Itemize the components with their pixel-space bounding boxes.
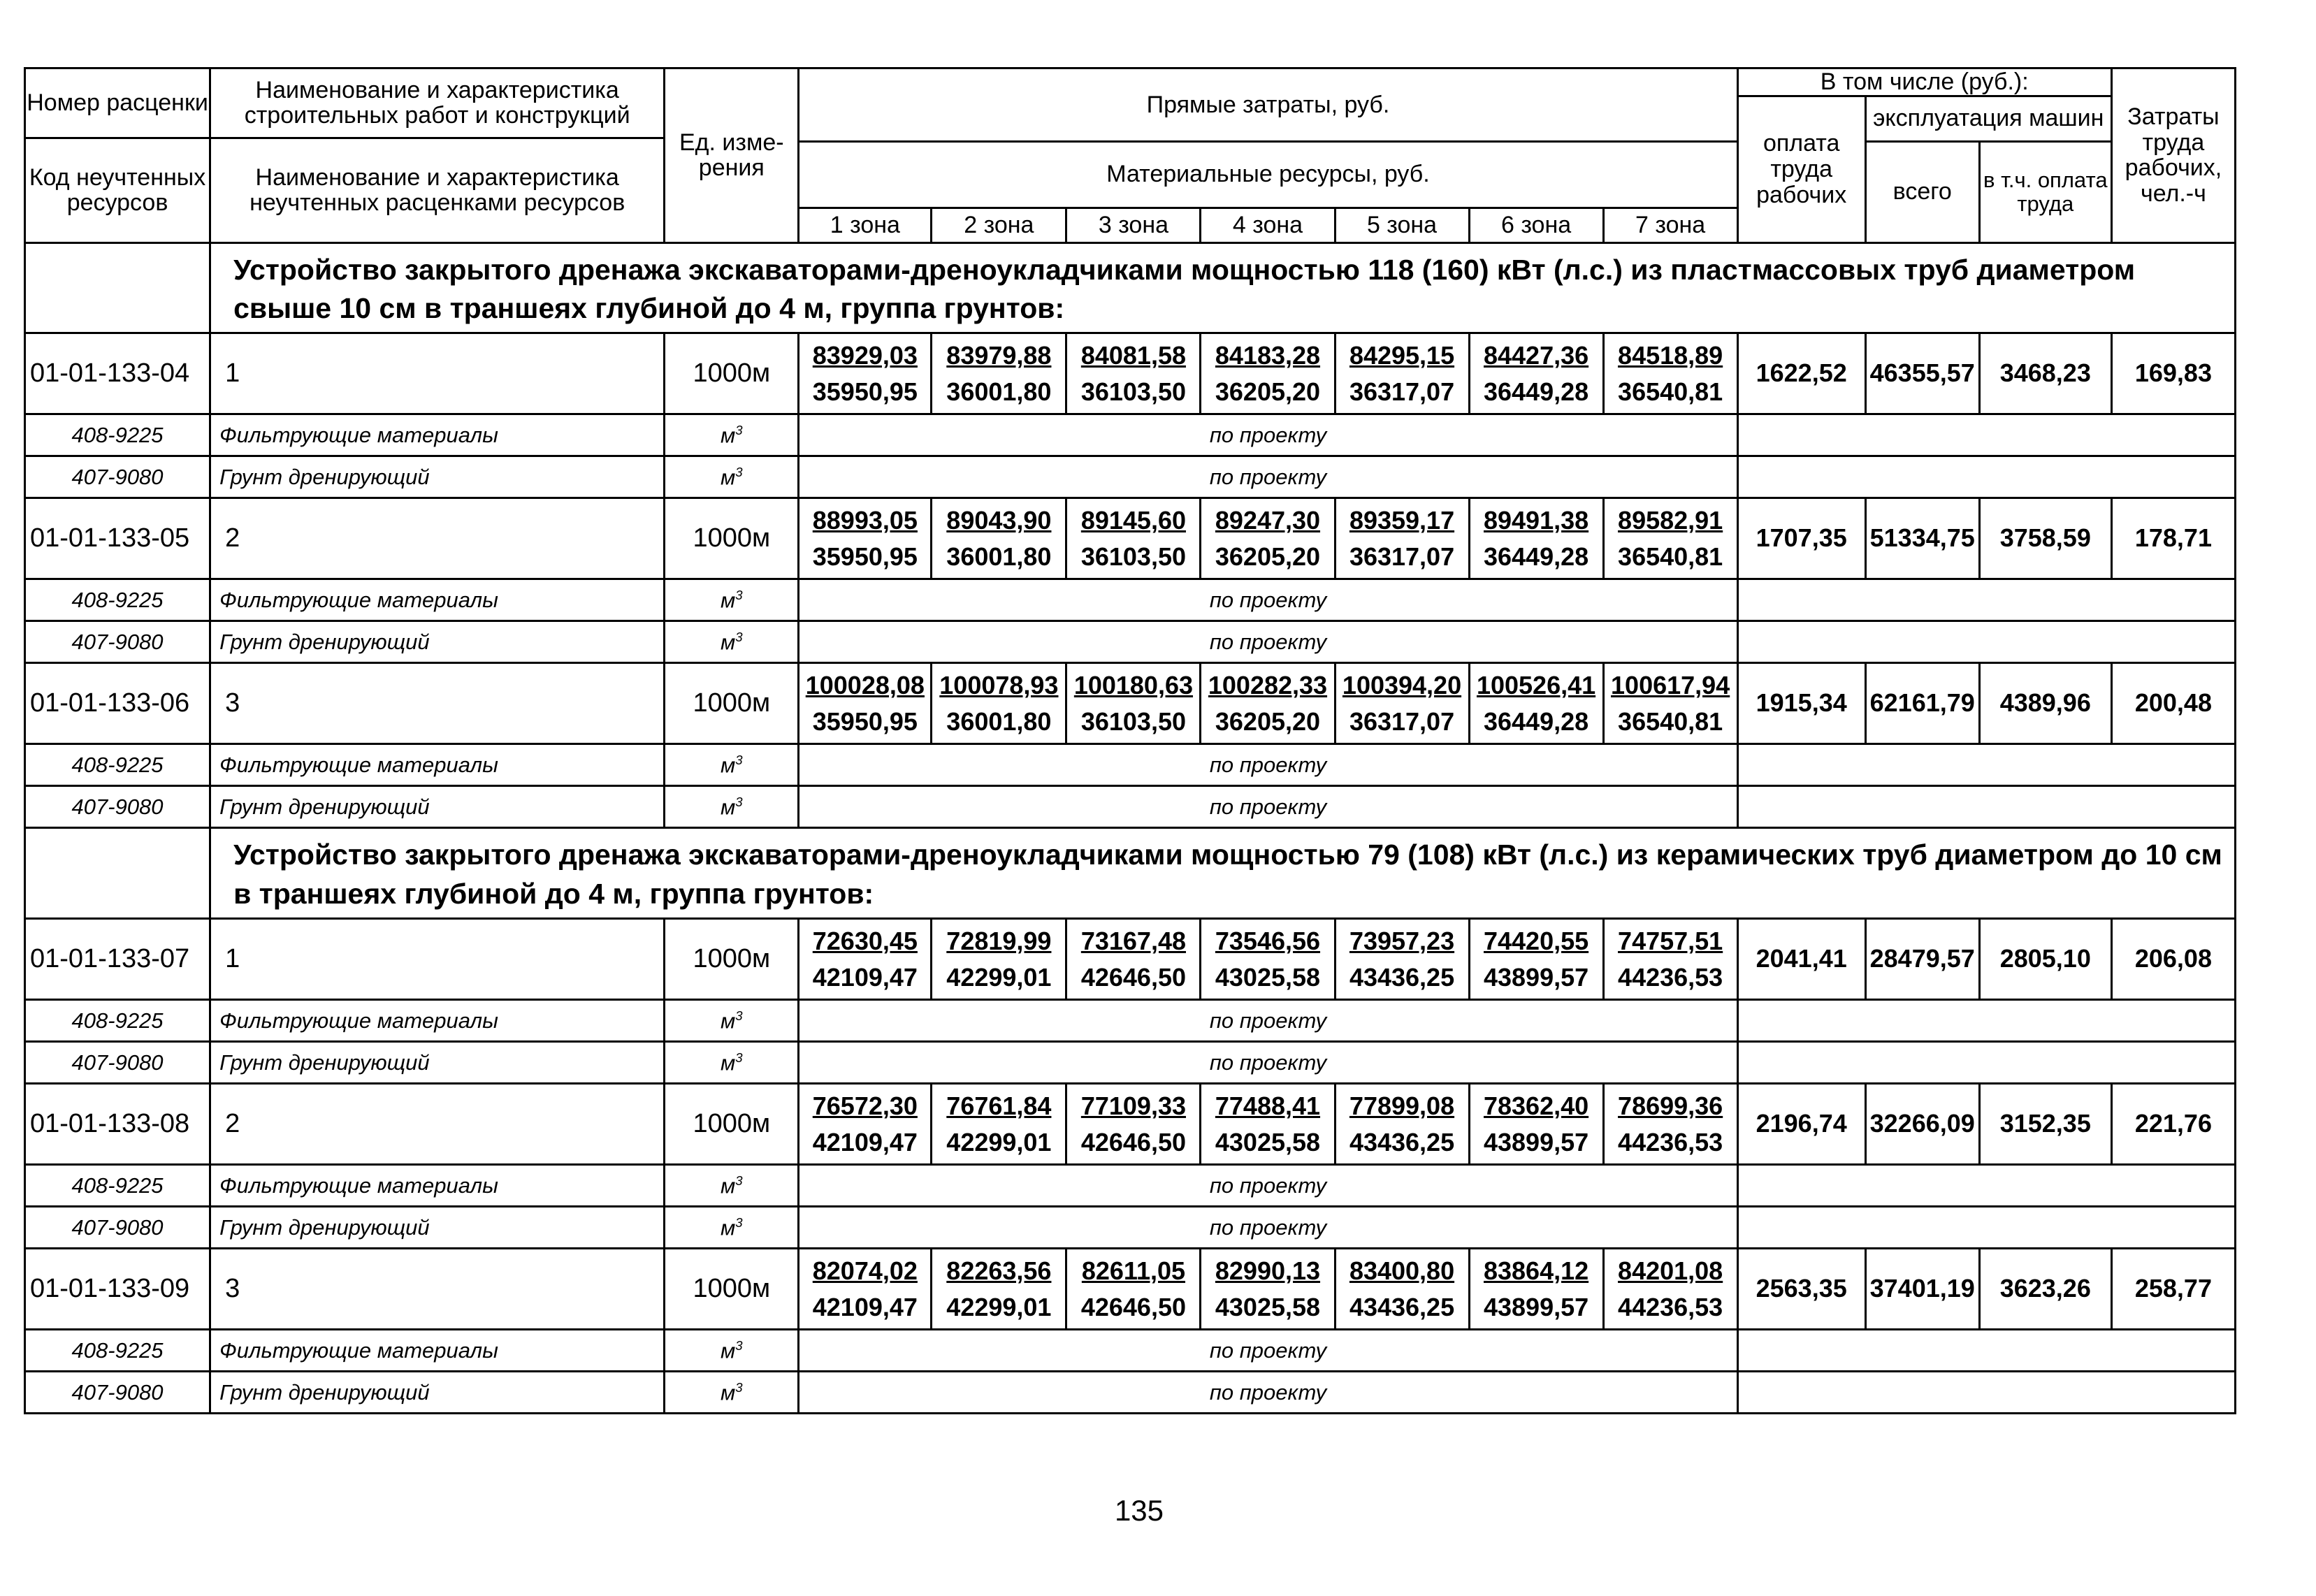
direct-cost-value: 89145,60 <box>1080 505 1186 535</box>
resource-code: 407-9080 <box>25 621 210 663</box>
rate-row <box>25 498 2236 579</box>
material-cost-value: 36317,07 <box>1349 706 1455 736</box>
resource-unit-base: м <box>720 423 736 448</box>
resource-row <box>25 1042 2236 1084</box>
resource-unit <box>665 414 799 456</box>
resource-name: Фильтрующие материалы <box>210 744 665 786</box>
labor-pay-value: 1707,35 <box>1737 498 1865 579</box>
resource-row <box>25 744 2236 786</box>
rate-row <box>25 1249 2236 1330</box>
zone-4-cost <box>1201 1249 1335 1330</box>
resource-unit-power: 3 <box>735 1173 743 1188</box>
material-cost-value: 36449,28 <box>1483 542 1589 571</box>
material-cost-value: 36449,28 <box>1483 377 1589 406</box>
resource-name: Фильтрующие материалы <box>210 414 665 456</box>
resource-row <box>25 786 2236 828</box>
header-including: В том числе (руб.): <box>1737 68 2111 96</box>
resource-name: Фильтрующие материалы <box>210 579 665 621</box>
section-row <box>25 242 2236 333</box>
zone-1-cost <box>799 919 932 1000</box>
resource-unit-base: м <box>720 795 736 820</box>
direct-cost-value: 84183,28 <box>1215 340 1321 370</box>
material-cost-value: 43025,58 <box>1215 1127 1321 1156</box>
resource-name: Фильтрующие материалы <box>210 1165 665 1207</box>
direct-cost-value: 83864,12 <box>1483 1256 1589 1285</box>
resource-unit-base: м <box>720 465 736 490</box>
material-cost-value: 36103,50 <box>1080 706 1186 736</box>
direct-cost-value: 89043,90 <box>946 505 1052 535</box>
direct-cost-value: 82990,13 <box>1215 1256 1321 1285</box>
zone-1-cost <box>799 498 932 579</box>
zone-6-cost <box>1469 663 1603 744</box>
material-cost-value: 36317,07 <box>1349 542 1455 571</box>
material-cost-value: 36001,80 <box>946 706 1052 736</box>
material-cost-value: 36540,81 <box>1618 542 1723 571</box>
material-cost-value: 43899,57 <box>1483 962 1589 992</box>
zone-3-cost <box>1066 919 1201 1000</box>
material-cost-value: 42299,01 <box>946 1292 1052 1321</box>
resource-unit-power: 3 <box>735 630 743 644</box>
rate-unit: 1000м <box>665 498 799 579</box>
machines-total-value: 62161,79 <box>1865 663 1979 744</box>
header-material-resources: Материальные ресурсы, руб. <box>799 141 1737 208</box>
labor-hours-value: 258,77 <box>2111 1249 2235 1330</box>
section-title: Устройство закрытого дренажа экскаваторами-дреноукладчиками мощностью 79 (108) кВт (л.с.) из керамических труб диаметром до 10 см в траншеях глубиной до 4 м, группа грунтов: <box>210 828 2236 919</box>
material-cost-value: 43025,58 <box>1215 1292 1321 1321</box>
rate-row <box>25 333 2236 414</box>
labor-hours-value: 169,83 <box>2111 333 2235 414</box>
material-cost-value: 36103,50 <box>1080 377 1186 406</box>
rate-row <box>25 1084 2236 1165</box>
rate-name: 2 <box>210 1084 665 1165</box>
material-cost-value: 43899,57 <box>1483 1292 1589 1321</box>
material-cost-value: 42109,47 <box>812 1292 918 1321</box>
resource-code: 407-9080 <box>25 1207 210 1249</box>
resource-row <box>25 621 2236 663</box>
rate-unit: 1000м <box>665 663 799 744</box>
resource-unit <box>665 1330 799 1372</box>
resource-name: Фильтрующие материалы <box>210 1330 665 1372</box>
machines-total-value: 51334,75 <box>1865 498 1979 579</box>
material-cost-value: 36540,81 <box>1618 706 1723 736</box>
resource-row <box>25 414 2236 456</box>
zone-7-cost <box>1603 919 1737 1000</box>
direct-cost-value: 89582,91 <box>1618 505 1723 535</box>
zone-1-cost <box>799 1249 932 1330</box>
zone-3-cost <box>1066 1084 1201 1165</box>
zone-7-cost <box>1603 1249 1737 1330</box>
resource-name: Грунт дренирующий <box>210 786 665 828</box>
resource-unit <box>665 621 799 663</box>
resource-empty-cell <box>1737 579 2235 621</box>
material-cost-value: 42646,50 <box>1080 1127 1186 1156</box>
machines-labor-value: 4389,96 <box>1979 663 2111 744</box>
labor-hours-value: 200,48 <box>2111 663 2235 744</box>
page-number: 135 <box>1114 1494 1164 1527</box>
resource-empty-cell <box>1737 1207 2235 1249</box>
direct-cost-value: 83929,03 <box>812 340 918 370</box>
resource-unit-base: м <box>720 588 736 613</box>
resource-unit-base: м <box>720 1215 736 1240</box>
resource-note: по проекту <box>799 786 1737 828</box>
rate-row <box>25 919 2236 1000</box>
zone-7-cost <box>1603 333 1737 414</box>
labor-pay-value: 2196,74 <box>1737 1084 1865 1165</box>
zone-1-cost <box>799 333 932 414</box>
section-title: Устройство закрытого дренажа экскаваторами-дреноукладчиками мощностью 118 (160) кВт (л.с.) из пластмассовых труб диаметром свыше 10 см в траншеях глубиной до 4 м, группа грунтов: <box>210 242 2236 333</box>
direct-cost-value: 100394,20 <box>1342 670 1462 699</box>
resource-code: 407-9080 <box>25 456 210 498</box>
direct-cost-value: 73957,23 <box>1349 926 1455 955</box>
resource-code: 408-9225 <box>25 414 210 456</box>
resource-name: Грунт дренирующий <box>210 621 665 663</box>
resource-row <box>25 1372 2236 1414</box>
zone-4-cost <box>1201 498 1335 579</box>
direct-cost-value: 72819,99 <box>946 926 1052 955</box>
direct-cost-value: 72630,45 <box>812 926 918 955</box>
material-cost-value: 36449,28 <box>1483 706 1589 736</box>
section-empty-code <box>25 828 210 919</box>
resource-unit-base: м <box>720 1380 736 1405</box>
resource-note: по проекту <box>799 1000 1737 1042</box>
zone-4-cost <box>1201 1084 1335 1165</box>
resource-unit <box>665 1207 799 1249</box>
resource-empty-cell <box>1737 1330 2235 1372</box>
material-cost-value: 43899,57 <box>1483 1127 1589 1156</box>
rate-code: 01-01-133-09 <box>25 1249 210 1330</box>
resource-code: 407-9080 <box>25 1372 210 1414</box>
direct-cost-value: 82074,02 <box>812 1256 918 1285</box>
direct-cost-value: 76572,30 <box>812 1091 918 1120</box>
zone-2-cost <box>932 498 1066 579</box>
direct-cost-value: 84081,58 <box>1080 340 1186 370</box>
direct-cost-value: 100526,41 <box>1476 670 1596 699</box>
labor-hours-value: 178,71 <box>2111 498 2235 579</box>
machines-labor-value: 3758,59 <box>1979 498 2111 579</box>
material-cost-value: 44236,53 <box>1618 1292 1723 1321</box>
direct-cost-value: 100180,63 <box>1073 670 1194 699</box>
header-machines: эксплуатация машин <box>1865 96 2111 141</box>
zone-3-cost <box>1066 663 1201 744</box>
material-cost-value: 36540,81 <box>1618 377 1723 406</box>
direct-cost-value: 74757,51 <box>1618 926 1723 955</box>
zone-5-cost <box>1335 663 1469 744</box>
machines-total-value: 46355,57 <box>1865 333 1979 414</box>
resource-unit <box>665 1042 799 1084</box>
resource-unit-power: 3 <box>735 753 743 767</box>
zone-2-cost <box>932 663 1066 744</box>
rate-unit: 1000м <box>665 919 799 1000</box>
direct-cost-value: 82611,05 <box>1081 1256 1186 1285</box>
machines-labor-value: 3152,35 <box>1979 1084 2111 1165</box>
rate-name: 3 <box>210 663 665 744</box>
resource-unit-power: 3 <box>735 1337 743 1353</box>
rate-code: 01-01-133-04 <box>25 333 210 414</box>
zone-1-cost <box>799 1084 932 1165</box>
resource-row <box>25 456 2236 498</box>
direct-cost-value: 77899,08 <box>1349 1091 1455 1120</box>
header-labor-pay: оплата труда рабочих <box>1737 96 1865 242</box>
resource-unit-power: 3 <box>735 423 743 437</box>
header-zone-3: 3 зона <box>1066 208 1201 242</box>
header-zone-5: 5 зона <box>1335 208 1469 242</box>
direct-cost-value: 84518,89 <box>1618 340 1723 370</box>
labor-hours-value: 221,76 <box>2111 1084 2235 1165</box>
resource-unit-base: м <box>720 630 736 655</box>
resource-unit-power: 3 <box>735 588 743 602</box>
material-cost-value: 44236,53 <box>1618 1127 1723 1156</box>
resource-unit <box>665 786 799 828</box>
rate-code: 01-01-133-06 <box>25 663 210 744</box>
zone-6-cost <box>1469 333 1603 414</box>
resource-name: Грунт дренирующий <box>210 456 665 498</box>
resource-note: по проекту <box>799 1207 1737 1249</box>
resource-code: 408-9225 <box>25 744 210 786</box>
resource-code: 407-9080 <box>25 1042 210 1084</box>
zone-3-cost <box>1066 1249 1201 1330</box>
direct-cost-value: 77109,33 <box>1080 1091 1186 1120</box>
resource-unit <box>665 744 799 786</box>
material-cost-value: 36001,80 <box>946 542 1052 571</box>
header-labor-costs: Затраты труда рабочих, чел.-ч <box>2111 68 2235 243</box>
machines-total-value: 37401,19 <box>1865 1249 1979 1330</box>
zone-5-cost <box>1335 498 1469 579</box>
zone-2-cost <box>932 333 1066 414</box>
resource-row <box>25 1000 2236 1042</box>
zone-3-cost <box>1066 498 1201 579</box>
resource-row <box>25 579 2236 621</box>
resource-note: по проекту <box>799 456 1737 498</box>
resource-unit-power: 3 <box>735 1214 743 1230</box>
header-machines-total: всего <box>1865 141 1979 242</box>
material-cost-value: 35950,95 <box>812 542 918 571</box>
rate-unit: 1000м <box>665 1084 799 1165</box>
direct-cost-value: 73167,48 <box>1080 926 1186 955</box>
material-cost-value: 42299,01 <box>946 1127 1052 1156</box>
resource-code: 408-9225 <box>25 579 210 621</box>
resource-note: по проекту <box>799 744 1737 786</box>
material-cost-value: 36205,20 <box>1215 542 1321 571</box>
resource-unit-power: 3 <box>735 1379 743 1395</box>
machines-labor-value: 3623,26 <box>1979 1249 2111 1330</box>
direct-cost-value: 89491,38 <box>1483 505 1589 535</box>
zone-4-cost <box>1201 663 1335 744</box>
header-resource-name: Наименование и характеристика неучтенных расценками ресурсов <box>210 138 665 242</box>
resource-unit <box>665 1372 799 1414</box>
resource-note: по проекту <box>799 621 1737 663</box>
zone-3-cost <box>1066 333 1201 414</box>
material-cost-value: 36103,50 <box>1080 542 1186 571</box>
header-work-name: Наименование и характеристика строительных работ и конструкций <box>210 68 665 138</box>
zone-5-cost <box>1335 919 1469 1000</box>
labor-pay-value: 2563,35 <box>1737 1249 1865 1330</box>
resource-unit <box>665 579 799 621</box>
header-unit: Ед. изме-рения <box>665 68 799 243</box>
direct-cost-value: 73546,56 <box>1215 926 1321 955</box>
resource-unit-base: м <box>720 1338 736 1363</box>
labor-pay-value: 1915,34 <box>1737 663 1865 744</box>
zone-6-cost <box>1469 1084 1603 1165</box>
resource-unit <box>665 1000 799 1042</box>
zone-5-cost <box>1335 333 1469 414</box>
labor-hours-value: 206,08 <box>2111 919 2235 1000</box>
direct-cost-value: 74420,55 <box>1483 926 1589 955</box>
zone-5-cost <box>1335 1084 1469 1165</box>
header-zone-1: 1 зона <box>799 208 932 242</box>
material-cost-value: 42646,50 <box>1080 1292 1186 1321</box>
direct-cost-value: 78362,40 <box>1483 1091 1589 1120</box>
resource-unit <box>665 1165 799 1207</box>
resource-empty-cell <box>1737 1372 2235 1414</box>
direct-cost-value: 76761,84 <box>946 1091 1052 1120</box>
direct-cost-value: 100617,94 <box>1611 670 1730 699</box>
direct-cost-value: 82263,56 <box>946 1256 1052 1285</box>
header-zone-6: 6 зона <box>1469 208 1603 242</box>
direct-cost-value: 84427,36 <box>1483 340 1589 370</box>
material-cost-value: 43436,25 <box>1349 962 1455 992</box>
material-cost-value: 42109,47 <box>812 1127 918 1156</box>
material-cost-value: 35950,95 <box>812 377 918 406</box>
zone-2-cost <box>932 1249 1066 1330</box>
header-zone-4: 4 зона <box>1201 208 1335 242</box>
direct-cost-value: 77488,41 <box>1215 1091 1321 1120</box>
direct-cost-value: 84201,08 <box>1618 1256 1723 1285</box>
direct-cost-value: 100028,08 <box>805 670 925 699</box>
direct-cost-value: 100282,33 <box>1208 670 1328 699</box>
resource-unit <box>665 456 799 498</box>
direct-cost-value: 88993,05 <box>812 505 918 535</box>
material-cost-value: 36001,80 <box>946 377 1052 406</box>
direct-cost-value: 84295,15 <box>1349 340 1455 370</box>
resource-empty-cell <box>1737 744 2235 786</box>
machines-total-value: 32266,09 <box>1865 1084 1979 1165</box>
resource-unit-power: 3 <box>735 465 743 479</box>
section-empty-code <box>25 242 210 333</box>
zone-5-cost <box>1335 1249 1469 1330</box>
resource-note: по проекту <box>799 1372 1737 1414</box>
resource-empty-cell <box>1737 456 2235 498</box>
resource-unit-power: 3 <box>735 795 743 809</box>
zone-6-cost <box>1469 919 1603 1000</box>
zone-7-cost <box>1603 1084 1737 1165</box>
material-cost-value: 44236,53 <box>1618 962 1723 992</box>
price-table <box>24 67 2236 1414</box>
material-cost-value: 42299,01 <box>946 962 1052 992</box>
zone-4-cost <box>1201 333 1335 414</box>
zone-1-cost <box>799 663 932 744</box>
resource-unit-base: м <box>720 753 736 778</box>
zone-2-cost <box>932 919 1066 1000</box>
direct-cost-value: 89359,17 <box>1349 505 1455 535</box>
resource-name: Грунт дренирующий <box>210 1372 665 1414</box>
material-cost-value: 36317,07 <box>1349 377 1455 406</box>
labor-pay-value: 2041,41 <box>1737 919 1865 1000</box>
material-cost-value: 43436,25 <box>1349 1127 1455 1156</box>
resource-empty-cell <box>1737 786 2235 828</box>
resource-row <box>25 1330 2236 1372</box>
resource-name: Фильтрующие материалы <box>210 1000 665 1042</box>
resource-empty-cell <box>1737 1042 2235 1084</box>
resource-note: по проекту <box>799 579 1737 621</box>
header-direct-costs: Прямые затраты, руб. <box>799 68 1737 142</box>
direct-cost-value: 83400,80 <box>1349 1256 1455 1285</box>
machines-labor-value: 2805,10 <box>1979 919 2111 1000</box>
header-rate-number: Номер расценки <box>25 68 210 138</box>
zone-7-cost <box>1603 663 1737 744</box>
resource-unit-base: м <box>720 1050 736 1075</box>
direct-cost-value: 83979,88 <box>946 340 1052 370</box>
material-cost-value: 42646,50 <box>1080 962 1186 992</box>
resource-note: по проекту <box>799 1042 1737 1084</box>
resource-code: 408-9225 <box>25 1165 210 1207</box>
resource-note: по проекту <box>799 414 1737 456</box>
zone-7-cost <box>1603 498 1737 579</box>
zone-6-cost <box>1469 498 1603 579</box>
material-cost-value: 35950,95 <box>812 706 918 736</box>
section-row <box>25 828 2236 919</box>
resource-empty-cell <box>1737 1165 2235 1207</box>
direct-cost-value: 78699,36 <box>1618 1091 1723 1120</box>
resource-code: 408-9225 <box>25 1330 210 1372</box>
resource-unit-power: 3 <box>735 1008 743 1023</box>
rate-code: 01-01-133-08 <box>25 1084 210 1165</box>
machines-total-value: 28479,57 <box>1865 919 1979 1000</box>
header-resource-code: Код неучтенных ресурсов <box>25 138 210 242</box>
machines-labor-value: 3468,23 <box>1979 333 2111 414</box>
rate-unit: 1000м <box>665 1249 799 1330</box>
material-cost-value: 36205,20 <box>1215 706 1321 736</box>
resource-row <box>25 1207 2236 1249</box>
rate-code: 01-01-133-07 <box>25 919 210 1000</box>
resource-note: по проекту <box>799 1330 1737 1372</box>
rate-name: 1 <box>210 333 665 414</box>
zone-6-cost <box>1469 1249 1603 1330</box>
header-zone-2: 2 зона <box>932 208 1066 242</box>
material-cost-value: 43436,25 <box>1349 1292 1455 1321</box>
resource-code: 408-9225 <box>25 1000 210 1042</box>
rate-unit: 1000м <box>665 333 799 414</box>
zone-4-cost <box>1201 919 1335 1000</box>
rate-name: 2 <box>210 498 665 579</box>
rate-row <box>25 663 2236 744</box>
material-cost-value: 43025,58 <box>1215 962 1321 992</box>
resource-name: Грунт дренирующий <box>210 1207 665 1249</box>
direct-cost-value: 100078,93 <box>939 670 1059 699</box>
resource-empty-cell <box>1737 414 2235 456</box>
material-cost-value: 42109,47 <box>812 962 918 992</box>
direct-cost-value: 89247,30 <box>1215 505 1321 535</box>
resource-row <box>25 1165 2236 1207</box>
rate-name: 3 <box>210 1249 665 1330</box>
resource-name: Грунт дренирующий <box>210 1042 665 1084</box>
rate-name: 1 <box>210 919 665 1000</box>
resource-unit-base: м <box>720 1173 736 1198</box>
resource-note: по проекту <box>799 1165 1737 1207</box>
rate-code: 01-01-133-05 <box>25 498 210 579</box>
resource-empty-cell <box>1737 621 2235 663</box>
header-machines-labor: в т.ч. оплата труда <box>1979 141 2111 242</box>
labor-pay-value: 1622,52 <box>1737 333 1865 414</box>
zone-2-cost <box>932 1084 1066 1165</box>
resource-unit-base: м <box>720 1008 736 1033</box>
header-zone-7: 7 зона <box>1603 208 1737 242</box>
resource-unit-power: 3 <box>735 1050 743 1065</box>
resource-empty-cell <box>1737 1000 2235 1042</box>
resource-code: 407-9080 <box>25 786 210 828</box>
material-cost-value: 36205,20 <box>1215 377 1321 406</box>
